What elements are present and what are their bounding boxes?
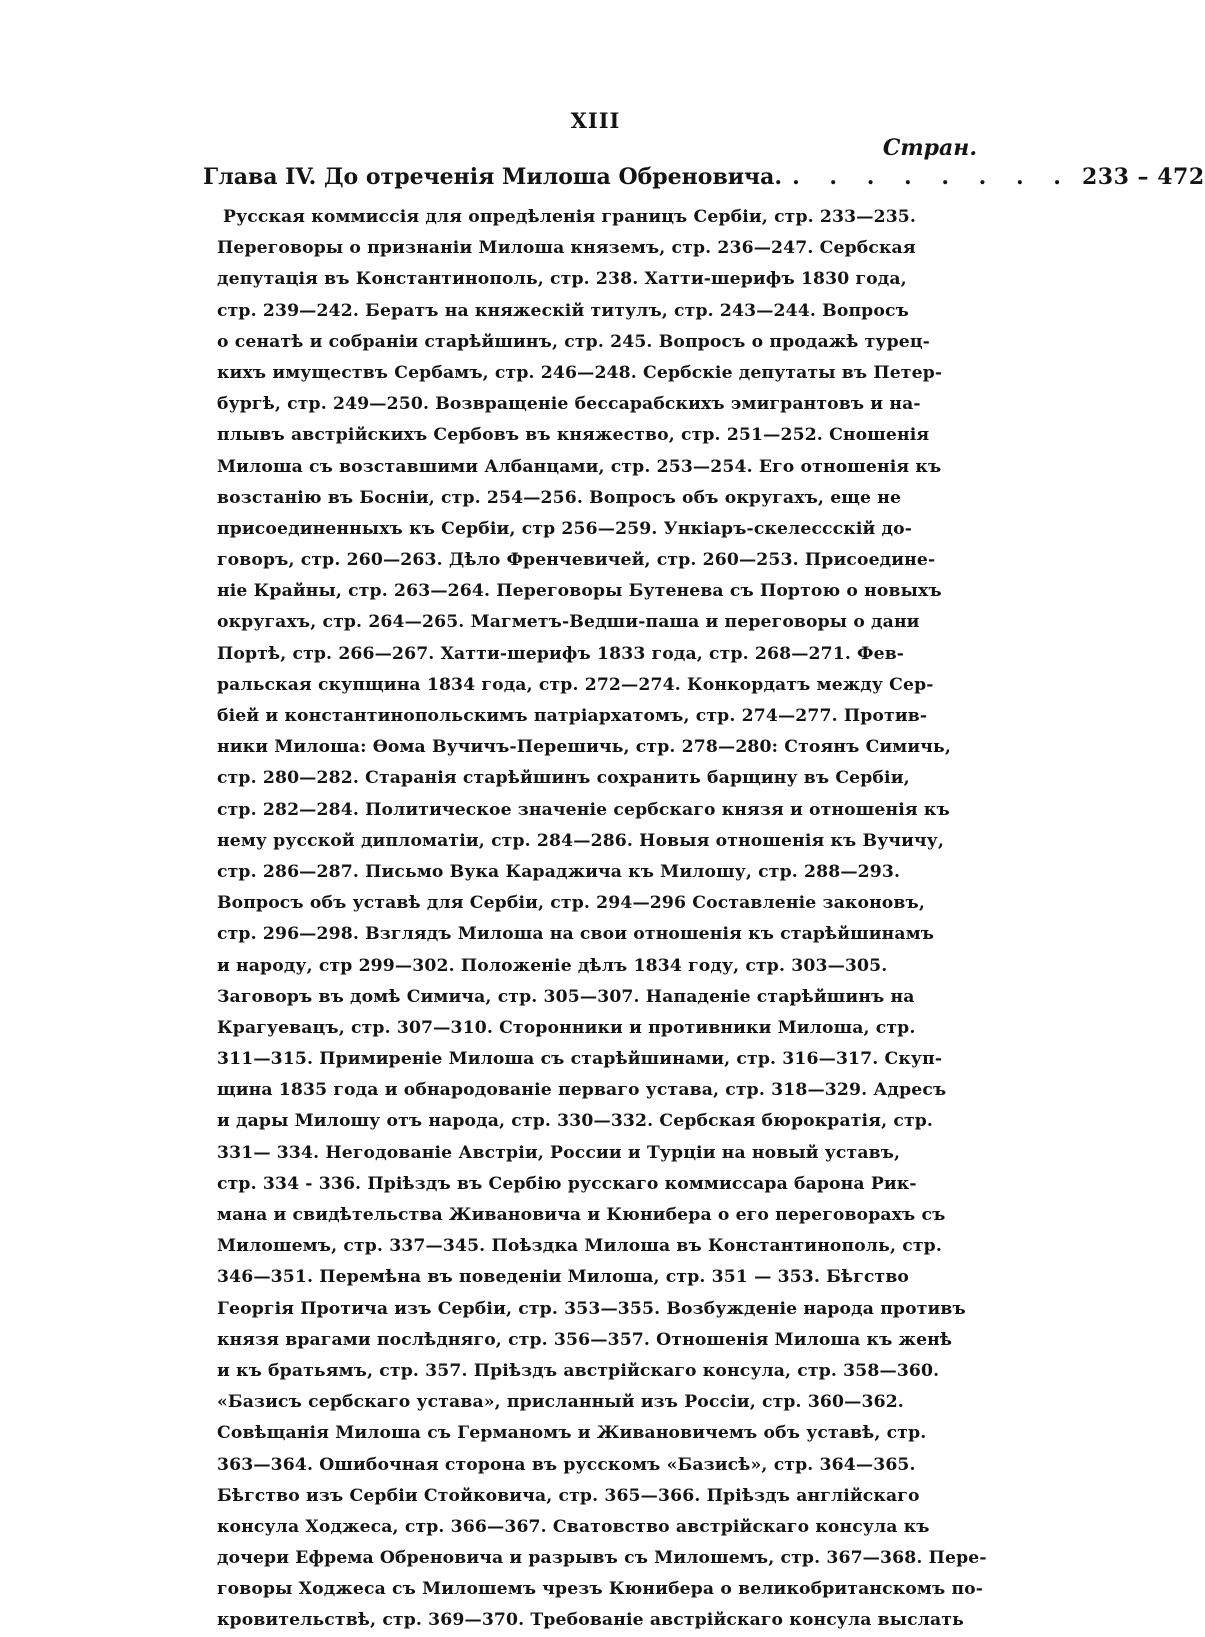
text-line: Крагуевацъ, стр. 307—310. Сторонники и противники Милоша, стр.: [217, 1017, 916, 1038]
text-line: стр. 282—284. Политическое значеніе сербскаго князя и отношенія къ: [217, 799, 950, 820]
text-line: Русская коммиссія для опредѣленія границъ Сербіи, стр. 233—235.: [223, 207, 917, 227]
text-line: Заговоръ въ домѣ Симича, стр. 305—307. Нападеніе старѣйшинъ на: [217, 986, 915, 1007]
text-line: ники Милоша: Ѳома Вучичъ-Перешичь, стр. 278—280: Стоянъ Симичь,: [217, 737, 951, 758]
text-line: князя врагами послѣдняго, стр. 356—357. Отношенія Милоша къ женѣ: [217, 1329, 953, 1350]
page-number: XIII: [570, 108, 621, 133]
text-line: біей и константинопольскимъ патріархатомъ, стр. 274—277. Против-: [217, 706, 928, 726]
text-line: округахъ, стр. 264—265. Магметъ-Ведши-паша и переговоры о дани: [217, 612, 920, 633]
text-line: Совѣщанія Милоша съ Германомъ и Живановичемъ объ уставѣ, стр.: [217, 1423, 927, 1444]
text-line: «Базисъ сербскаго устава», присланный изъ Россіи, стр. 360—362.: [217, 1392, 904, 1413]
text-line: говоры Ходжеса съ Милошемъ чрезъ Кюнибера о великобританскомъ по-: [217, 1579, 984, 1600]
text-line: стр. 280—282. Старанія старѣйшинъ сохранить барщину въ Сербіи,: [217, 768, 910, 789]
text-line: стр. 286—287. Письмо Вука Караджича къ Милошу, стр. 288—293.: [217, 861, 901, 882]
text-line: Милошемъ, стр. 337—345. Поѣздка Милоша въ Константинополь, стр.: [217, 1236, 942, 1257]
text-line: стр. 334 - 336. Пріѣздъ въ Сербію русскаго коммиссара барона Рик-: [217, 1173, 917, 1194]
text-line: плывъ австрійскихъ Сербовъ въ княжество, стр. 251—252. Сношенія: [217, 425, 930, 446]
text-line: и народу, стр 299—302. Положеніе дѣлъ 1834 году, стр. 303—305.: [217, 955, 888, 976]
text-line: мана и свидѣтельства Живановича и Кюнибера о его переговорахъ съ: [217, 1205, 946, 1225]
text-line: депутація въ Константинополь, стр. 238. Хатти-шерифъ 1830 года,: [217, 269, 907, 290]
text-line: кровительствѣ, стр. 369—370. Требованіе австрійскаго консула выслать: [217, 1610, 964, 1631]
text-line: о сенатѣ и собраніи старѣйшинъ, стр. 245. Вопросъ о продажѣ турец-: [217, 331, 930, 352]
text-line: щина 1835 года и обнародованіе перваго устава, стр. 318—329. Адресъ: [217, 1080, 947, 1101]
text-line: Георгія Протича изъ Сербіи, стр. 353—355. Возбужденіе народа противъ: [217, 1298, 966, 1319]
text-line: стр. 239—242. Бератъ на княжескій титулъ, стр. 243—244. Вопросъ: [217, 300, 909, 321]
text-line: Бѣгство изъ Сербіи Стойковича, стр. 365—366. Пріѣздъ англійскаго: [217, 1485, 920, 1506]
text-line: нему русской дипломатіи, стр. 284—286. Новыя отношенія къ Вучичу,: [217, 830, 944, 851]
chapter-title: Глава IV. До отреченія Милоша Обреновича.: [203, 164, 783, 190]
text-line: бургѣ, стр. 249—250. Возвращеніе бессарабскихъ эмигрантовъ и на-: [217, 394, 921, 415]
text-line: 311—315. Примиреніе Милоша съ старѣйшинами, стр. 316—317. Скуп-: [217, 1049, 943, 1070]
text-line: ральская скупщина 1834 года, стр. 272—274. Конкордатъ между Сер-: [217, 674, 934, 695]
text-line: стр. 296—298. Взглядъ Милоша на свои отношенія къ старѣйшинамъ: [217, 924, 935, 945]
text-line: Милоша съ возставшими Албанцами, стр. 253—254. Его отношенія къ: [217, 456, 942, 477]
text-line: Переговоры о признаніи Милоша княземъ, стр. 236—247. Сербская: [217, 238, 916, 259]
chapter-summary: [217, 202, 987, 1637]
text-line: 363—364. Ошибочная сторона въ русскомъ «Базисѣ», стр. 364—365.: [217, 1454, 916, 1475]
chapter-heading: [203, 164, 1205, 190]
text-line: консула Ходжеса, стр. 366—367. Сватовство австрійскаго консула къ: [217, 1516, 930, 1537]
dot-leader: . . . . . . . .: [792, 164, 1072, 190]
text-line: присоединенныхъ къ Сербіи, стр 256—259. Ункіаръ-скелессскій до-: [217, 518, 913, 539]
text-line: ніе Крайны, стр. 263—264. Переговоры Бутенева съ Портою о новыхъ: [217, 581, 942, 602]
text-line: Вопросъ объ уставѣ для Сербіи, стр. 294—296 Составленіе законовъ,: [217, 893, 925, 914]
column-header-pages: Стран.: [882, 135, 977, 161]
text-line: 331— 334. Негодованіе Австріи, России и Турціи на новый уставъ,: [217, 1142, 901, 1163]
chapter-pages: 233 – 472: [1081, 164, 1205, 190]
text-line: кихъ имуществъ Сербамъ, стр. 246—248. Сербскіе депутаты въ Петер-: [217, 362, 943, 383]
text-line: Портѣ, стр. 266—267. Хатти-шерифъ 1833 года, стр. 268—271. Фев-: [217, 643, 905, 664]
text-line: дочери Ефрема Обреновича и разрывъ съ Милошемъ, стр. 367—368. Пере-: [217, 1548, 987, 1569]
text-line: и дары Милошу отъ народа, стр. 330—332. Сербская бюрократія, стр.: [217, 1111, 934, 1132]
text-line: возстанію въ Босніи, стр. 254—256. Вопросъ объ округахъ, еще не: [217, 487, 902, 508]
text-line: 346—351. Перемѣна въ поведеніи Милоша, стр. 351 — 353. Бѣгство: [217, 1267, 910, 1288]
text-line: говоръ, стр. 260—263. Дѣло Френчевичей, стр. 260—253. Присоедине-: [217, 550, 936, 571]
text-line: и къ братьямъ, стр. 357. Пріѣздъ австрійскаго консула, стр. 358—360.: [217, 1360, 940, 1381]
